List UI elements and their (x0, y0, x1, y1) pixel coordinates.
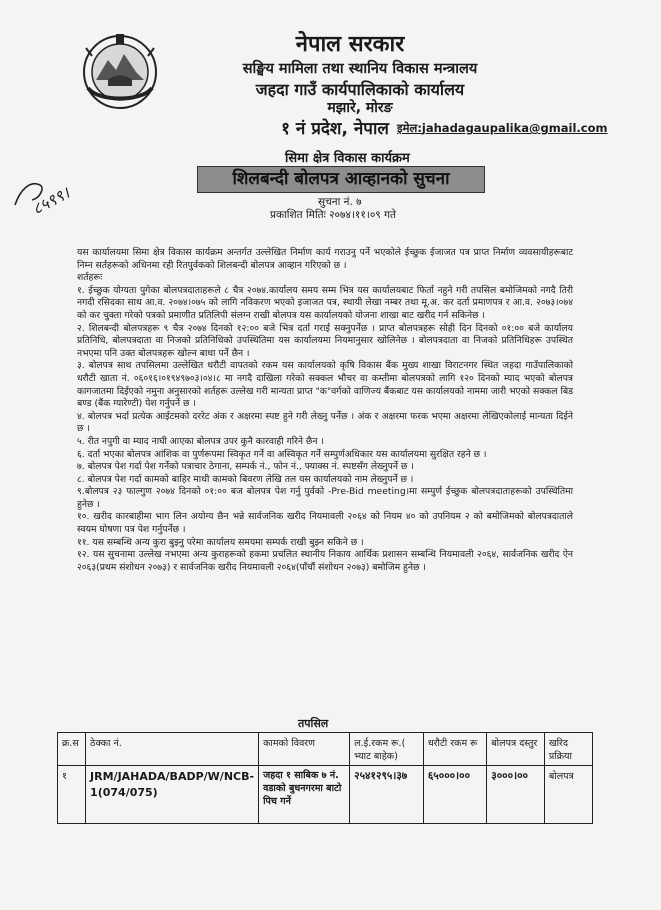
program-name: सिमा क्षेत्र विकास कार्यक्रम (285, 151, 410, 166)
condition-item-11: ११. यस सम्बन्धि अन्य कुरा बुझ्नु परेमा कार्यालय समयमा सम्पर्क राखी बुझ्न सकिने छ । (77, 536, 364, 548)
table-row (58, 766, 593, 824)
condition-item-3: ३. बोलपत्र साथ तपसिलमा उल्लेखित धरौटी वापतको रकम यस कार्यालयको कृषि विकास बैंक मुख्य शाखा विराटनगर स्थित जहदा गाउँपालिकाको धरौटी खाता नं. ०६०१६।०१९४९७०३।०४।८ मा नगदै दाखिला गरेको सक्कल भौचर वा कम्तीमा बोलपत्रको लागि १२० दिनको म्याद भएको बोलपत्र कागजातमा दिईएको नमुना अनुसारको शर्तहरू उल्लेख गरी मान्यता प्राप्त "क"वर्गको वाणिज्य बैंकबाट यस कार्यालयको नाममा जारी भएको सक्कल बिड बण्ड (बैंक ग्यारेण्टी) पेश गर्नुपर्ने छ । (77, 360, 573, 410)
email-address[interactable]: jahadagaupalika@gmail.com (421, 121, 608, 135)
conditions-label: शर्तहरूः (77, 272, 103, 284)
condition-item-9: ९.बोलपत्र २३ फाल्गुण २०७४ दिनको ०१:०० बज बोलपत्र पेश गर्नु पुर्वको -Pre-Bid meeting।मा सम्पुर्ण ईच्छुक बोलपत्रदाताहरूको उपस्थितिमा हुनेछ । (77, 486, 573, 510)
table-header-cell: ल.ई.रकम रू.( भ्याट बाहेक) (350, 733, 424, 766)
condition-item-2: २. शिलबन्दी बोलपत्रहरू ९ चैत्र २०७४ दिनको १२:०० बजे भित्र दर्ता गराई सक्नुपर्नेछ । प्राप्त बोलपत्रहरू सोही दिन दिनको ०१:०० बजे कार्यालय प्रतिनिधि, बोलपत्रदाता वा निजको प्रतिनिधिको उपस्थितिमा यस कार्यालयमा नियमानुसार खोलिनेछ । बोलपत्रदाता वा निजको प्रतिनिधिहरू उपस्थित नभएमा पनि उक्त बोलपत्रहरू खोल्न बाधा पर्ने छैन । (77, 322, 573, 359)
table-header-cell: ठेक्का नं. (86, 733, 259, 766)
row-bid-fee: ३०००।०० (487, 766, 545, 824)
nepal-government-emblem-icon (78, 28, 162, 112)
notice-number: सुचना नं. ७ (318, 196, 362, 208)
email-line (397, 121, 607, 136)
intro-paragraph: यस कार्यालयमा सिमा क्षेत्र विकास कार्यक्रम अन्तर्गत उल्लेखित निर्माण कार्य गराउनु पर्ने भएकोले ईच्छुक ईजाजत पत्र प्राप्त निर्माण व्यवसायीहरूबाट निम्न सर्तहरूको अधिनमा रही रितपुर्वकको शिलबन्दी बोलपत्र आव्हान गरिएको छ । (77, 247, 573, 271)
row-deposit-amount: ६५०००।०० (423, 766, 486, 824)
margin-handwritten-number: ८५९९। (28, 183, 73, 219)
condition-item-6: ६. दर्ता भएका बोलपत्र आंशिक वा पुर्णरूपमा स्विकृत गर्ने वा अस्विकृत गर्ने सम्पुर्णअधिकार यस कार्यालयमा सुरक्षित रहने छ । (77, 448, 487, 460)
ministry-name: सङ्घिय मामिला तथा स्थानिय विकास मन्त्रालय (242, 61, 478, 77)
notice-title-banner: शिलबन्दी बोलपत्र आव्हानको सुचना (197, 166, 485, 193)
condition-item-8: ८. बोलपत्र पेश गर्दा कामको बाहिर माथी कामको बिवरण लेखि तल यस कार्यालयको नाम लेख्नुपर्ने छ । (77, 473, 414, 485)
condition-item-10: १०. खरीद कारबाहीमा भाग लिन अयोग्य छैन भन्ने सार्वजनिक खरीद नियमावली २०६४ को नियम ४० को उपनियम २ को बमोजिमको बोलपत्रदाताले स्वयम घोषणा पत्र पेश गर्नुपर्नेछ । (77, 511, 573, 536)
row-procurement-method: बोलपत्र (544, 766, 592, 824)
table-header-cell: धरौटी रकम रू (423, 733, 486, 766)
table-header-cell: कामको विवरण (259, 733, 350, 766)
table-header-row (58, 733, 593, 766)
condition-item-5: ५. रीत नपुगी वा म्याद नाघी आएका बोलपत्र उपर कुनै कारवाही गरिने छैन । (77, 435, 324, 447)
condition-item-7: ७. बोलपत्र पेश गर्दा पेश गर्नेको पत्राचार ठेगाना, सम्पर्क नं., फोन नं., फ्याक्स नं. स्पष्टसँग लेख्नुपर्ने छ । (77, 461, 414, 473)
office-location: मझारे, मोरङ (327, 100, 393, 116)
govt-title: नेपाल सरकार (295, 32, 405, 57)
province-name: १ नं प्रदेश, नेपाल (281, 119, 389, 139)
row-contract-number: JRM/JAHADA/BADP/W/NCB-1(074/075) (86, 766, 259, 824)
condition-item-12: १२. यस सुचनामा उल्लेख नभएमा अन्य कुराहरूको हकमा प्रचलित स्थानीय निकाय आर्थिक प्रशासन सम्बन्धि नियमावली २०६४, सार्वजनिक खरीद ऐन २०६३(प्रथम संशोधन २०७३) र सार्वजनिक खरीद नियमावली २०६४(पाँचौं संशोधन २०७३) बमोजिम हुनेछ । (77, 549, 573, 573)
condition-item-4: ४. बोलपत्र भर्दा प्रत्येक आईटमको दररेट अंक र अक्षरमा स्पष्ट हुने गरी लेख्नु पर्नेछ । अंक र अक्षरमा फरक भएमा अक्षरमा लेखिएकोलाई मान्यता दिईने छ । (77, 410, 573, 435)
row-serial: १ (58, 766, 86, 824)
condition-item-1: १. ईच्छुक योग्यता पुगेका बोलपत्रदाताहरूले ८ चैत्र २०७४.कार्यालय समय सम्म भित्र यस कार्यालयबाट फिर्ता नहुने गरी तपसिल बमोजिमको नगदै तिरी नगदी रसिदका साथ आ.व. २०७४।०७५ को लागि नविकरण भएको इजाजत पत्र, स्थायी लेखा नम्बर तथा मू.अ. कर दर्ता प्रमाणपत्र र आ.व. २०७३।०७४ को कर चुक्ता गरेको पत्रको प्रमाणीत प्रतिलिपी संलग्न राखी बोलपत्र यस कार्यालयको योजना शाखा बाट खरीद गर्न सकिनेछ । (77, 284, 573, 321)
row-work-description: जहदा १ साबिक ७ नं. वडाको बुधनगरमा बाटो पिच गर्ने (259, 766, 350, 824)
published-date: प्रकाशित मितिः २०७४।११।०९ गते (270, 209, 396, 221)
schedule-table (57, 732, 593, 824)
schedule-title: तपसिल (298, 717, 329, 730)
office-name: जहदा गाउँ कार्यपालिकाको कार्यालय (255, 80, 465, 99)
table-header-cell: बोलपत्र दस्तुर (487, 733, 545, 766)
row-estimate-amount: २५४१२९५।३७ (350, 766, 424, 824)
email-label: इमेल: (397, 121, 422, 135)
notice-body (77, 247, 573, 574)
table-header-cell: खरिद प्रक्रिया (544, 733, 592, 766)
table-header-cell: क्र.स (58, 733, 86, 766)
